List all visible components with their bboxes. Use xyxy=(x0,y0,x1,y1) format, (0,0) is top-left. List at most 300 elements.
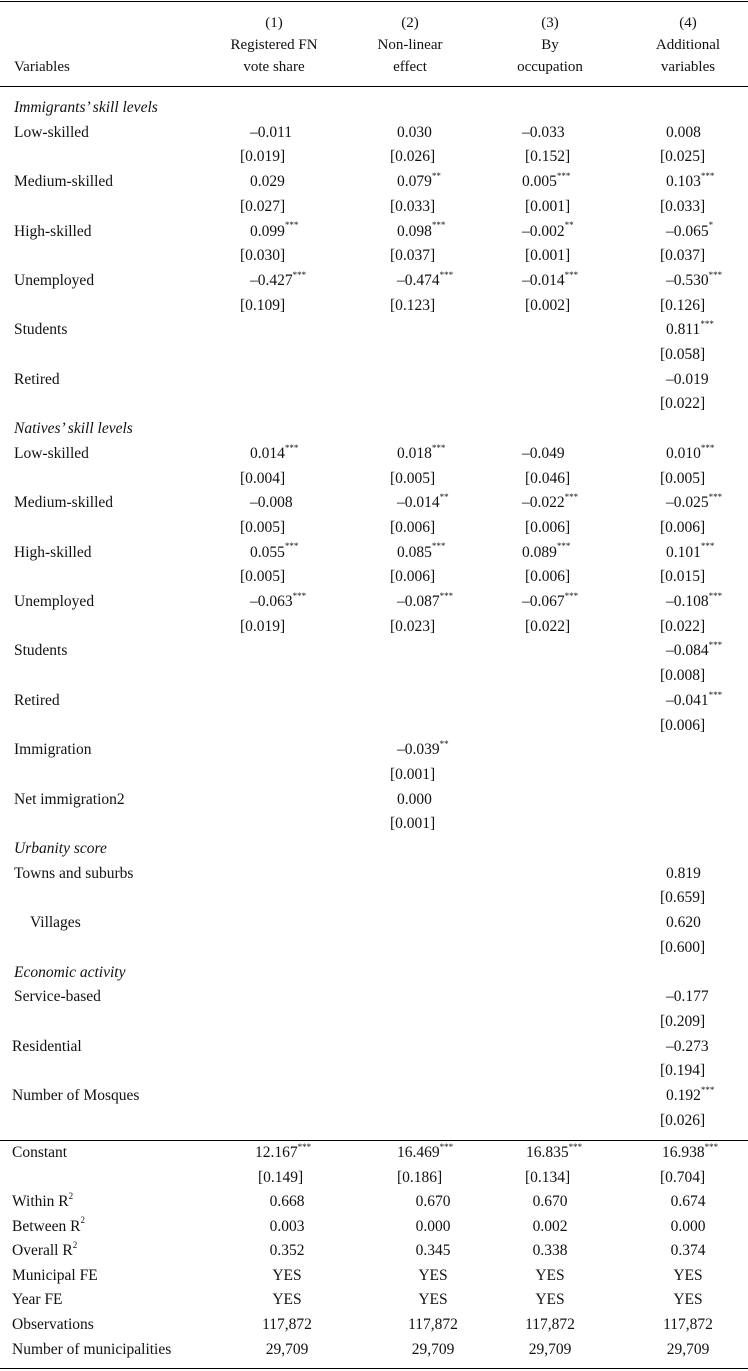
coefficient-cell xyxy=(250,170,285,194)
coefficient-value: 0.005 xyxy=(522,173,557,191)
coefficient-value: 0.089 xyxy=(522,543,557,561)
significance-stars: *** xyxy=(564,269,579,280)
column-header-1 xyxy=(214,12,334,78)
standard-error-cell: [0.126] xyxy=(660,296,706,314)
standard-error-cell: [0.006] xyxy=(525,518,571,536)
column-number: (3) xyxy=(541,15,559,31)
superscript: 2 xyxy=(72,1240,78,1251)
coefficient-value: –0.002 xyxy=(522,222,565,240)
coefficient-cell xyxy=(397,121,432,145)
coefficient-value: 12.167 xyxy=(255,1144,298,1161)
row-label: Within $R^2$ xyxy=(12,1190,74,1210)
statistic-row xyxy=(0,1190,748,1214)
standard-error-cell: [0.023] xyxy=(390,617,436,635)
standard-error-cell: [0.008] xyxy=(660,667,706,685)
coefficient-value: –0.025 xyxy=(666,494,709,512)
coefficient-cell xyxy=(397,590,453,614)
statistic-value: 117,872 xyxy=(525,1316,575,1333)
standard-error-cell: [0.019] xyxy=(240,617,286,635)
standard-error-cell: [0.704] xyxy=(660,1168,706,1186)
statistic-value: 29,709 xyxy=(265,1340,309,1358)
column-header-4 xyxy=(628,12,748,78)
statistic-value: YES xyxy=(535,1291,565,1309)
row-label: Overall $R^2$ xyxy=(12,1240,78,1260)
coefficient-value: 0.819 xyxy=(666,864,701,882)
coefficient-value: –0.067 xyxy=(522,593,565,610)
standard-error-cell: [0.001] xyxy=(390,765,436,783)
coefficient-cell xyxy=(666,911,701,935)
coefficient-cell xyxy=(666,318,714,342)
coefficient-cell xyxy=(666,220,713,244)
standard-error-cell: [0.134] xyxy=(525,1168,571,1186)
header-rule xyxy=(0,86,748,87)
bottom-rule xyxy=(0,1368,748,1369)
significance-stars: * xyxy=(708,220,714,231)
column-title-line: vote share xyxy=(243,59,305,75)
standard-error-cell: [0.037] xyxy=(390,247,436,265)
coefficient-value: –0.039 xyxy=(397,741,440,759)
superscript: 2 xyxy=(80,1215,85,1226)
significance-stars: *** xyxy=(708,590,723,601)
statistic-value: 29,709 xyxy=(666,1340,710,1358)
standard-error-cell: [0.005] xyxy=(660,469,706,487)
standard-error-row xyxy=(0,615,748,639)
significance-stars: *** xyxy=(556,541,571,552)
coefficient-value: 0.010 xyxy=(666,444,701,462)
coefficient-cell xyxy=(522,442,565,466)
coefficient-cell xyxy=(666,985,709,1009)
row-label: Students xyxy=(14,642,68,660)
standard-error-row xyxy=(0,516,748,540)
standard-error-row xyxy=(0,714,748,738)
row-label: Net immigration2 xyxy=(14,790,125,808)
row-label: Retired xyxy=(14,370,60,388)
standard-error-cell: [0.659] xyxy=(660,889,706,907)
coefficient-cell xyxy=(255,1141,311,1165)
coefficient-value: –0.063 xyxy=(250,593,293,610)
coefficient-cell xyxy=(666,541,714,565)
significance-stars: *** xyxy=(700,170,715,181)
column-number: (1) xyxy=(265,15,283,31)
coefficient-cell xyxy=(397,170,441,194)
significance-stars: *** xyxy=(700,319,714,330)
standard-error-cell: [0.022] xyxy=(525,617,571,635)
standard-error-cell: [0.001] xyxy=(525,197,571,215)
row-label: Medium-skilled xyxy=(14,494,114,512)
coefficient-cell xyxy=(397,788,432,812)
significance-stars: *** xyxy=(431,442,446,453)
coefficient-cell xyxy=(522,541,570,565)
section-label: Economic activity xyxy=(14,963,126,981)
coefficient-cell xyxy=(397,269,453,293)
column-title-line: effect xyxy=(393,59,427,75)
coefficient-value: 16.835 xyxy=(526,1144,569,1161)
coefficient-value: 0.030 xyxy=(397,123,432,141)
coefficient-cell xyxy=(250,121,292,145)
column-title-line: Non-linear xyxy=(377,37,443,53)
column-title-line: variables xyxy=(660,59,716,75)
coefficient-value: –0.084 xyxy=(666,642,709,660)
coefficient-row xyxy=(0,862,748,886)
significance-stars: *** xyxy=(439,269,454,280)
significance-stars: ** xyxy=(431,170,441,181)
coefficient-value: –0.019 xyxy=(666,370,709,388)
standard-error-row xyxy=(0,812,748,836)
column-number: (2) xyxy=(401,15,419,31)
coefficient-value: 16.938 xyxy=(662,1144,705,1161)
standard-error-row xyxy=(0,392,748,416)
standard-error-cell: [0.600] xyxy=(660,938,706,956)
coefficient-value: 0.000 xyxy=(397,790,432,808)
coefficient-cell xyxy=(666,368,709,392)
coefficient-cell xyxy=(522,269,578,293)
row-label: Medium-skilled xyxy=(14,173,114,191)
coefficient-row xyxy=(0,121,748,145)
standard-error-cell: [0.046] xyxy=(525,469,571,487)
row-label: Students xyxy=(14,321,68,339)
statistic-value: 117,872 xyxy=(408,1316,458,1333)
standard-error-row xyxy=(0,467,748,491)
column-header-2 xyxy=(350,12,470,78)
coefficient-cell xyxy=(397,738,449,762)
standard-error-cell: [0.022] xyxy=(660,617,706,635)
coefficient-cell xyxy=(666,269,722,293)
standard-error-cell: [0.209] xyxy=(660,1012,706,1030)
coefficient-row xyxy=(0,911,748,935)
section-label: Immigrants’ skill levels xyxy=(14,99,158,116)
statistic-row xyxy=(0,1338,748,1362)
standard-error-cell: [0.026] xyxy=(390,148,436,166)
coefficient-value: –0.049 xyxy=(522,444,565,462)
coefficient-value: –0.474 xyxy=(397,271,440,289)
column-title-line: occupation xyxy=(517,59,583,75)
row-label: Villages xyxy=(30,914,81,932)
standard-error-cell: [0.005] xyxy=(240,518,286,536)
coefficient-row xyxy=(0,269,748,293)
row-label: Retired xyxy=(14,691,60,709)
coefficient-cell xyxy=(666,1035,709,1059)
coefficient-value: 0.029 xyxy=(250,173,285,191)
coefficient-cell xyxy=(666,862,701,886)
standard-error-row xyxy=(0,343,748,367)
coefficient-cell xyxy=(250,442,298,466)
significance-stars: ** xyxy=(439,739,449,750)
statistic-value: 0.000 xyxy=(670,1217,706,1235)
coefficient-row xyxy=(0,1084,748,1108)
coefficient-value: –0.177 xyxy=(666,988,709,1006)
standard-error-cell: [0.006] xyxy=(390,518,436,536)
standard-error-cell: [0.005] xyxy=(390,469,436,487)
standard-error-row xyxy=(0,195,748,219)
significance-stars: *** xyxy=(564,492,579,503)
standard-error-cell: [0.006] xyxy=(525,568,571,586)
significance-stars: *** xyxy=(284,220,299,231)
coefficient-value: –0.022 xyxy=(522,494,565,512)
significance-stars: *** xyxy=(439,590,454,601)
coefficient-row xyxy=(0,738,748,762)
coefficient-cell xyxy=(397,442,445,466)
standard-error-row xyxy=(0,1010,748,1034)
row-label: Number of Mosques xyxy=(12,1087,140,1104)
row-label: Observations xyxy=(12,1316,94,1333)
standard-error-cell: [0.022] xyxy=(660,395,706,413)
coefficient-cell xyxy=(397,1141,453,1165)
section-label: Urbanity score xyxy=(14,840,107,857)
coefficient-value: 0.085 xyxy=(397,543,432,561)
standard-error-cell: [0.109] xyxy=(240,296,286,314)
standard-error-cell: [0.037] xyxy=(660,247,706,265)
constant-se-row xyxy=(0,1166,748,1190)
coefficient-value: 0.014 xyxy=(250,444,285,462)
significance-stars: *** xyxy=(708,492,723,503)
coefficient-cell xyxy=(397,541,445,565)
statistic-value: YES xyxy=(673,1291,703,1309)
statistic-value: 0.002 xyxy=(532,1217,568,1235)
significance-stars: ** xyxy=(439,492,449,503)
coefficient-row xyxy=(0,639,748,663)
coefficient-cell xyxy=(522,220,574,244)
column-header-3 xyxy=(490,12,610,78)
row-label: Constant xyxy=(12,1144,68,1161)
coefficient-value: 0.811 xyxy=(666,321,701,339)
statistic-value: 29,709 xyxy=(411,1340,455,1358)
coefficient-cell xyxy=(666,170,714,194)
standard-error-cell: [0.001] xyxy=(525,247,571,265)
statistic-value: YES xyxy=(535,1266,565,1284)
standard-error-row xyxy=(0,294,748,318)
coefficient-row xyxy=(0,590,748,614)
section-label: Natives’ skill levels xyxy=(14,420,133,438)
row-label: Between $R^2$ xyxy=(12,1215,85,1235)
standard-error-cell: [0.015] xyxy=(660,568,706,586)
standard-error-cell: [0.025] xyxy=(660,148,706,166)
coefficient-cell xyxy=(666,442,714,466)
constant-row xyxy=(0,1141,748,1165)
coefficient-value: 0.079 xyxy=(397,173,432,191)
coefficient-cell xyxy=(397,491,449,515)
coefficient-row xyxy=(0,788,748,812)
coefficient-value: 0.098 xyxy=(397,222,432,240)
coefficient-row xyxy=(0,491,748,515)
standard-error-cell: [0.001] xyxy=(390,815,436,833)
row-label: Residential xyxy=(12,1037,82,1055)
standard-error-row xyxy=(0,1059,748,1083)
significance-stars: *** xyxy=(284,442,299,453)
standard-error-row xyxy=(0,664,748,688)
coefficient-row xyxy=(0,318,748,342)
coefficient-row xyxy=(0,442,748,466)
standard-error-cell: [0.026] xyxy=(660,1111,706,1129)
row-label: Unemployed xyxy=(14,593,95,610)
coefficient-value: –0.041 xyxy=(666,691,709,709)
coefficient-row xyxy=(0,689,748,713)
standard-error-row xyxy=(0,145,748,169)
statistic-value: 0.003 xyxy=(269,1217,305,1235)
statistic-value: 0.000 xyxy=(415,1217,451,1235)
row-label: Low-skilled xyxy=(14,444,89,462)
statistic-value: 0.338 xyxy=(532,1242,568,1260)
standard-error-row xyxy=(0,1109,748,1133)
row-label: Service-based xyxy=(14,988,101,1006)
standard-error-cell: [0.149] xyxy=(258,1168,304,1186)
standard-error-cell: [0.006] xyxy=(660,518,706,536)
coefficient-cell xyxy=(250,590,306,614)
row-label: High-skilled xyxy=(14,222,92,240)
coefficient-value: 0.055 xyxy=(250,543,285,561)
standard-error-cell: [0.006] xyxy=(660,716,706,734)
statistic-value: 0.670 xyxy=(415,1193,451,1210)
significance-stars: *** xyxy=(431,541,446,552)
significance-stars: *** xyxy=(700,541,715,552)
coefficient-value: 0.620 xyxy=(666,914,701,932)
coefficient-cell xyxy=(397,220,445,244)
significance-stars: *** xyxy=(708,269,723,280)
significance-stars: *** xyxy=(284,541,299,552)
variables-header: Variables xyxy=(14,59,70,75)
row-label: Low-skilled xyxy=(14,123,89,141)
coefficient-cell xyxy=(526,1141,582,1165)
significance-stars: *** xyxy=(708,640,723,651)
section-row xyxy=(0,837,748,861)
row-label: Unemployed xyxy=(14,271,95,289)
row-label: Immigration xyxy=(14,741,92,759)
standard-error-row xyxy=(0,936,748,960)
row-label: Municipal FE xyxy=(12,1266,98,1284)
coefficient-cell xyxy=(522,590,578,614)
significance-stars: *** xyxy=(431,220,446,231)
standard-error-cell: [0.194] xyxy=(660,1062,706,1080)
coefficient-row xyxy=(0,985,748,1009)
standard-error-cell: [0.152] xyxy=(525,148,571,166)
coefficient-value: –0.108 xyxy=(666,593,709,610)
statistic-value: 29,709 xyxy=(528,1340,572,1358)
significance-stars: *** xyxy=(704,1141,719,1152)
statistic-value: YES xyxy=(272,1291,302,1309)
statistic-value: YES xyxy=(418,1266,448,1284)
coefficient-value: –0.014 xyxy=(522,271,565,289)
statistic-value: 0.374 xyxy=(670,1242,706,1260)
statistic-value: 117,872 xyxy=(262,1316,312,1333)
coefficient-value: 16.469 xyxy=(397,1144,440,1161)
coefficient-cell xyxy=(666,590,722,614)
standard-error-cell: [0.058] xyxy=(660,346,706,363)
standard-error-cell: [0.002] xyxy=(525,296,571,314)
standard-error-cell: [0.005] xyxy=(240,568,286,586)
coefficient-value: –0.427 xyxy=(250,271,293,289)
coefficient-cell xyxy=(666,1084,714,1108)
coefficient-cell xyxy=(666,491,722,515)
standard-error-cell: [0.033] xyxy=(390,197,436,215)
coefficient-value: –0.014 xyxy=(397,494,440,512)
coefficient-cell xyxy=(250,491,293,515)
significance-stars: *** xyxy=(700,1084,715,1095)
significance-stars: *** xyxy=(708,689,723,700)
statistic-value: 0.345 xyxy=(415,1242,451,1260)
row-label: Towns and suburbs xyxy=(14,864,134,882)
top-rule xyxy=(0,1,748,2)
coefficient-value: 0.008 xyxy=(666,123,701,141)
coefficient-row xyxy=(0,1035,748,1059)
coefficient-value: –0.530 xyxy=(666,271,709,289)
coefficient-value: 0.101 xyxy=(666,543,701,561)
significance-stars: *** xyxy=(568,1141,583,1152)
statistic-value: 0.668 xyxy=(269,1193,305,1210)
significance-stars: *** xyxy=(439,1141,454,1152)
coefficient-value: 0.018 xyxy=(397,444,432,462)
section-row xyxy=(0,417,748,441)
standard-error-cell: [0.030] xyxy=(240,247,286,265)
significance-stars: *** xyxy=(292,269,307,280)
significance-stars: *** xyxy=(292,590,307,601)
standard-error-cell: [0.033] xyxy=(660,197,706,215)
coefficient-value: –0.087 xyxy=(397,593,440,610)
row-label: Year FE xyxy=(12,1291,63,1309)
coefficient-cell xyxy=(662,1141,718,1165)
statistic-value: YES xyxy=(418,1291,448,1309)
coefficient-cell xyxy=(666,689,722,713)
constant-rule xyxy=(0,1140,748,1141)
statistic-value: 0.352 xyxy=(269,1242,305,1260)
standard-error-row xyxy=(0,886,748,910)
coefficient-value: 0.103 xyxy=(666,173,701,191)
coefficient-value: –0.008 xyxy=(250,494,293,512)
statistic-row xyxy=(0,1215,748,1239)
coefficient-row xyxy=(0,541,748,565)
coefficient-cell xyxy=(666,639,722,663)
standard-error-cell: [0.019] xyxy=(240,148,286,166)
coefficient-row xyxy=(0,368,748,392)
column-title-line: By xyxy=(541,37,559,53)
standard-error-cell: [0.123] xyxy=(390,296,436,314)
statistic-row xyxy=(0,1264,748,1288)
row-label: High-skilled xyxy=(14,543,92,561)
standard-error-row xyxy=(0,565,748,589)
significance-stars: *** xyxy=(564,590,579,601)
coefficient-value: 0.099 xyxy=(250,222,285,240)
column-title-line: Additional xyxy=(655,37,721,53)
significance-stars: *** xyxy=(700,442,715,453)
statistic-row xyxy=(0,1288,748,1312)
superscript: 2 xyxy=(68,1190,74,1201)
coefficient-value: –0.011 xyxy=(250,123,293,141)
statistic-row xyxy=(0,1239,748,1263)
section-row xyxy=(0,961,748,985)
significance-stars: *** xyxy=(297,1141,312,1152)
statistic-row xyxy=(0,1313,748,1337)
standard-error-cell: [0.004] xyxy=(240,469,286,487)
standard-error-cell: [0.027] xyxy=(240,197,286,215)
statistic-value: YES xyxy=(272,1266,302,1284)
standard-error-cell: [0.186] xyxy=(397,1168,443,1186)
coefficient-cell xyxy=(522,170,570,194)
coefficient-cell xyxy=(250,541,298,565)
statistic-value: 117,872 xyxy=(663,1316,713,1333)
coefficient-cell xyxy=(522,121,565,145)
standard-error-row xyxy=(0,763,748,787)
row-label: Number of municipalities xyxy=(12,1340,172,1358)
statistic-value: 0.670 xyxy=(532,1193,568,1210)
coefficient-value: –0.033 xyxy=(522,123,565,141)
statistic-value: 0.674 xyxy=(670,1193,706,1210)
coefficient-value: –0.273 xyxy=(666,1037,709,1055)
statistic-value: YES xyxy=(673,1266,703,1284)
significance-stars: *** xyxy=(556,170,571,181)
coefficient-cell xyxy=(522,491,578,515)
coefficient-value: 0.192 xyxy=(666,1087,701,1104)
standard-error-cell: [0.006] xyxy=(390,568,436,586)
column-number: (4) xyxy=(679,15,697,31)
column-title-line: Registered FN xyxy=(230,37,318,53)
